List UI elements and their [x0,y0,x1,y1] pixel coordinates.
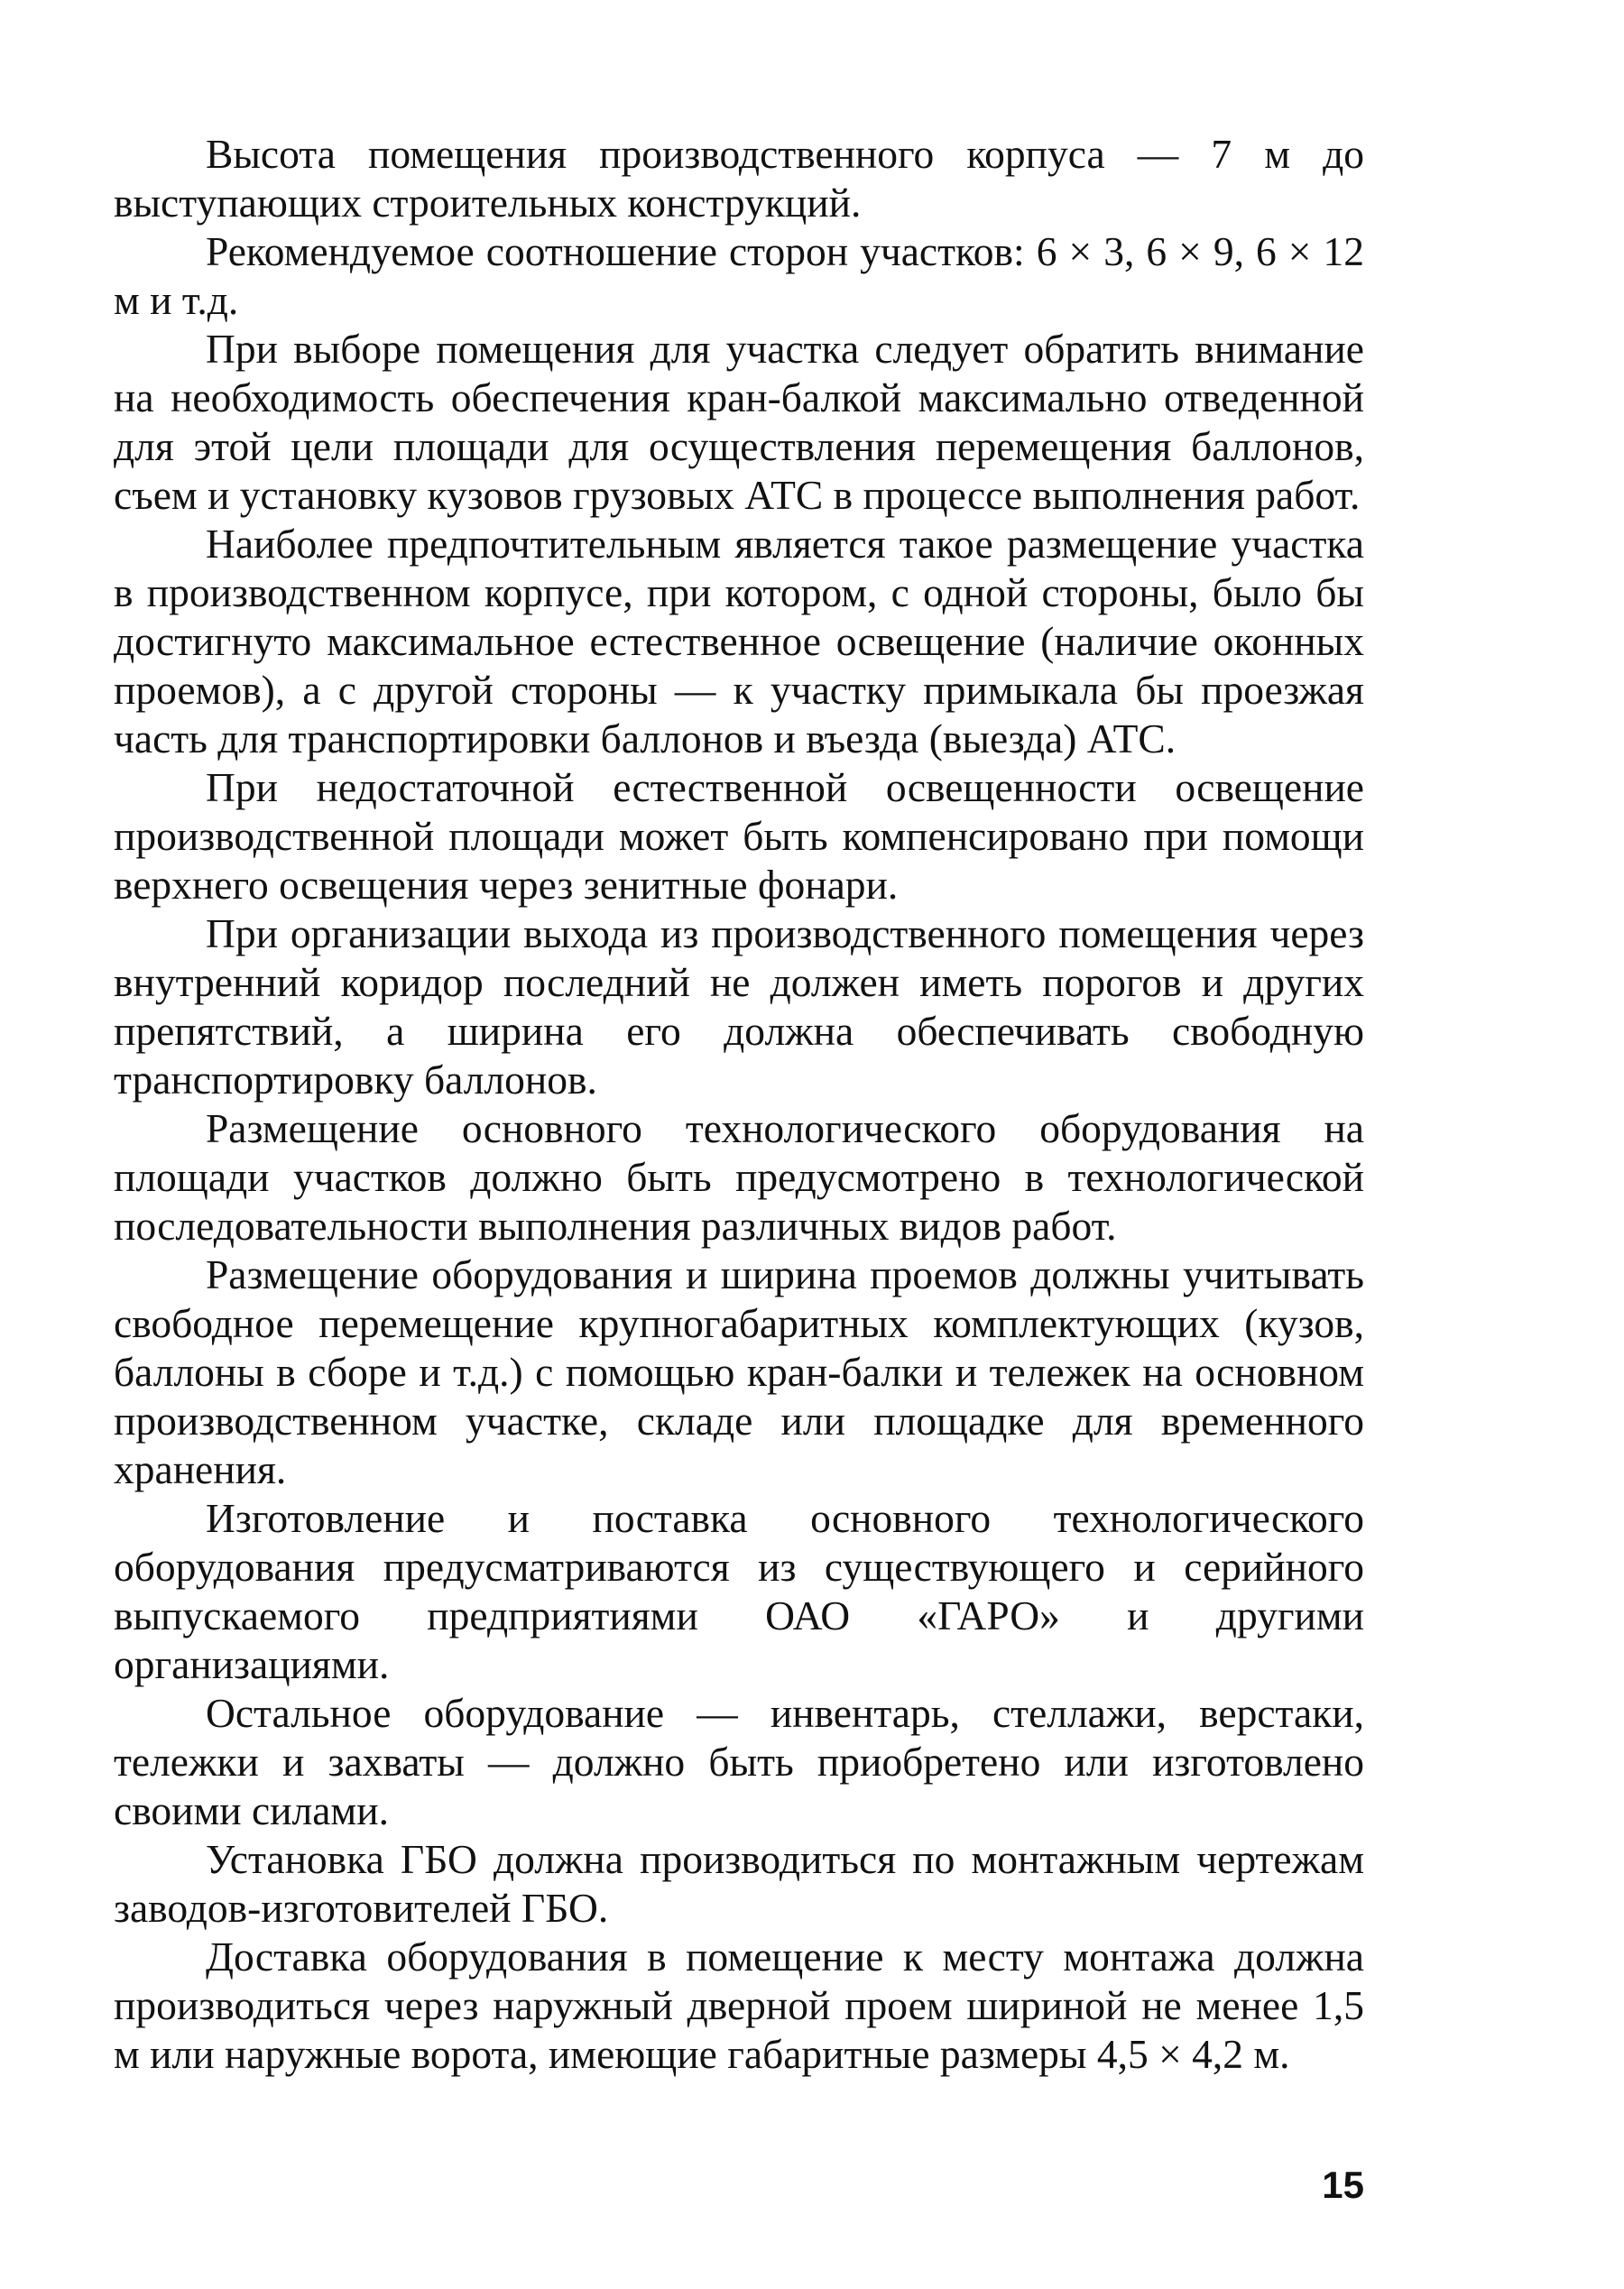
paragraph-equipment-layout: Размещение основного технологического оборудования на площади участков должно быть предусмотрено в технологической последовательности выполнения различных видов работ. [114,1105,1364,1249]
paragraph-placement: Наиболее предпочтительным является такое размещение участка в производственном корпусе, при котором, с одной стороны, было бы достигнуто максимальное естественное освещение (наличие оконных проемов), а с другой стороны — к участку примыкала бы проезжая часть для транспортировки баллонов и въезда (выезда) АТС. [114,521,1364,761]
paragraph-manufacturing: Изготовление и поставка основного технологического оборудования предусматриваются из существующего и серийного выпускаемого предприятиями ОАО «ГАРО» и другими организациями. [114,1495,1364,1687]
paragraph-other-equipment: Остальное оборудование — инвентарь, стеллажи, верстаки, тележки и захваты — должно быть приобретено или изготовлено своими силами. [114,1690,1364,1833]
body-text [114,130,1364,2079]
paragraph-building-height: Высота помещения производственного корпуса — 7 м до выступающих строительных конструкций. [114,131,1364,226]
paragraph-crane-beam: При выборе помещения для участка следует обратить внимание на необходимость обеспечения кран-балкой максимально отведенной для этой цели площади для осуществления перемещения баллонов, съем и установку кузовов грузовых АТС в процессе выполнения работ. [114,326,1364,518]
page-number: 15 [1322,2164,1364,2206]
paragraph-lighting: При недостаточной естественной освещенности освещение производственной площади может быть компенсировано при помощи верхнего освещения через зенитные фонари. [114,764,1364,908]
paragraph-delivery: Доставка оборудования в помещение к месту монтажа должна производиться через наружный дверной проем шириной не менее 1,5 м или наружные ворота, имеющие габаритные размеры 4,5 × 4,2 м. [114,1934,1364,2077]
paragraph-installation: Установка ГБО должна производиться по монтажным чертежам заводов-изготовителей ГБО. [114,1836,1364,1931]
paragraph-corridor: При организации выхода из производственного помещения через внутренний коридор последний не должен иметь порогов и других препятствий, а ширина его должна обеспечивать свободную транспортировку баллонов. [114,910,1364,1103]
paragraph-openings: Размещение оборудования и ширина проемов должны учитывать свободное перемещение крупногабаритных комплектующих (кузов, баллоны в сборе и т.д.) с помощью кран-балки и тележек на основном производственном участке, складе или площадке для временного хранения. [114,1251,1364,1492]
paragraph-area-ratio: Рекомендуемое соотношение сторон участков: 6 × 3, 6 × 9, 6 × 12 м и т.д. [114,228,1364,323]
